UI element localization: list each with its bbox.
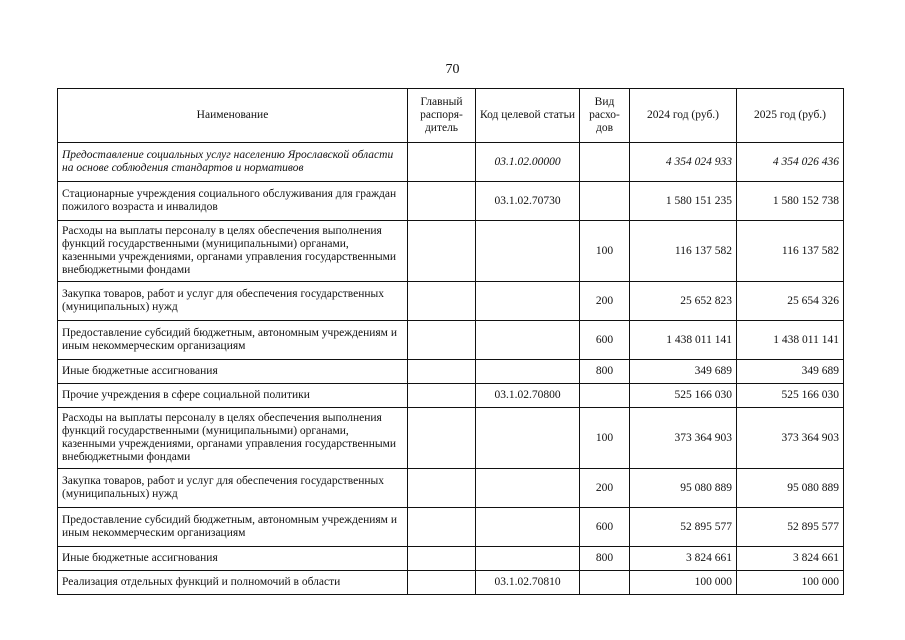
row-2024: 349 689 <box>630 360 737 384</box>
table-row <box>58 571 844 595</box>
row-code: 03.1.02.70730 <box>476 182 580 221</box>
table-row <box>58 547 844 571</box>
row-glavny <box>408 221 476 282</box>
row-glavny <box>408 384 476 408</box>
row-2025: 1 580 152 738 <box>737 182 844 221</box>
header-glavny: Главный распоря-дитель <box>408 89 476 143</box>
row-2025: 100 000 <box>737 571 844 595</box>
row-name: Реализация отдельных функций и полномочий в области <box>58 571 408 595</box>
row-glavny <box>408 547 476 571</box>
row-code: 03.1.02.00000 <box>476 143 580 182</box>
header-code: Код целевой статьи <box>476 89 580 143</box>
row-name: Закупка товаров, работ и услуг для обеспечения государственных (муниципальных) нужд <box>58 469 408 508</box>
row-glavny <box>408 571 476 595</box>
table-row <box>58 282 844 321</box>
row-code <box>476 469 580 508</box>
header-2025: 2025 год (руб.) <box>737 89 844 143</box>
header-name: Наименование <box>58 89 408 143</box>
row-name: Расходы на выплаты персоналу в целях обеспечения выполнения функций государственными (муниципальными) органами, казенными учреждениями, органами управления государственными внебюджетными фондами <box>58 408 408 469</box>
header-2024: 2024 год (руб.) <box>630 89 737 143</box>
table-row <box>58 221 844 282</box>
row-2025: 349 689 <box>737 360 844 384</box>
row-glavny <box>408 508 476 547</box>
row-2024: 1 438 011 141 <box>630 321 737 360</box>
row-2025: 52 895 577 <box>737 508 844 547</box>
row-vid: 800 <box>580 547 630 571</box>
row-vid <box>580 571 630 595</box>
row-vid: 600 <box>580 508 630 547</box>
row-name: Иные бюджетные ассигнования <box>58 360 408 384</box>
row-2024: 3 824 661 <box>630 547 737 571</box>
row-code <box>476 547 580 571</box>
row-2024: 525 166 030 <box>630 384 737 408</box>
row-name: Расходы на выплаты персоналу в целях обеспечения выполнения функций государственными (муниципальными) органами, казенными учреждениями, органами управления государственными внебюджетными фондами <box>58 221 408 282</box>
row-code: 03.1.02.70810 <box>476 571 580 595</box>
table-row <box>58 182 844 221</box>
row-glavny <box>408 182 476 221</box>
row-glavny <box>408 321 476 360</box>
row-code: 03.1.02.70800 <box>476 384 580 408</box>
row-2024: 52 895 577 <box>630 508 737 547</box>
row-glavny <box>408 282 476 321</box>
row-name: Предоставление субсидий бюджетным, автономным учреждениям и иным некоммерческим организациям <box>58 321 408 360</box>
page-number: 70 <box>445 62 460 77</box>
row-2024: 116 137 582 <box>630 221 737 282</box>
row-2025: 95 080 889 <box>737 469 844 508</box>
row-vid <box>580 384 630 408</box>
row-2025: 4 354 026 436 <box>737 143 844 182</box>
row-2024: 25 652 823 <box>630 282 737 321</box>
row-vid: 200 <box>580 469 630 508</box>
table-row <box>58 508 844 547</box>
row-code <box>476 221 580 282</box>
row-2024: 100 000 <box>630 571 737 595</box>
row-vid: 800 <box>580 360 630 384</box>
table-row <box>58 469 844 508</box>
table-row <box>58 321 844 360</box>
table-row <box>58 384 844 408</box>
row-code <box>476 321 580 360</box>
row-name: Прочие учреждения в сфере социальной политики <box>58 384 408 408</box>
row-vid: 200 <box>580 282 630 321</box>
row-name: Иные бюджетные ассигнования <box>58 547 408 571</box>
row-vid <box>580 143 630 182</box>
row-name: Закупка товаров, работ и услуг для обеспечения государственных (муниципальных) нужд <box>58 282 408 321</box>
row-name: Предоставление социальных услуг населению Ярославской области на основе соблюдения стандартов и нормативов <box>58 143 408 182</box>
row-2025: 373 364 903 <box>737 408 844 469</box>
row-vid <box>580 182 630 221</box>
row-glavny <box>408 143 476 182</box>
header-vid: Вид расхо-дов <box>580 89 630 143</box>
row-vid: 100 <box>580 408 630 469</box>
row-2025: 3 824 661 <box>737 547 844 571</box>
row-2024: 373 364 903 <box>630 408 737 469</box>
row-name: Предоставление субсидий бюджетным, автономным учреждениям и иным некоммерческим организациям <box>58 508 408 547</box>
row-vid: 100 <box>580 221 630 282</box>
table-row <box>58 360 844 384</box>
row-2025: 1 438 011 141 <box>737 321 844 360</box>
row-glavny <box>408 469 476 508</box>
row-glavny <box>408 408 476 469</box>
row-2024: 95 080 889 <box>630 469 737 508</box>
row-2025: 525 166 030 <box>737 384 844 408</box>
row-code <box>476 508 580 547</box>
row-vid: 600 <box>580 321 630 360</box>
row-2024: 1 580 151 235 <box>630 182 737 221</box>
table-row <box>58 408 844 469</box>
row-code <box>476 408 580 469</box>
table-row <box>58 143 844 182</box>
budget-table <box>57 88 844 595</box>
row-2025: 25 654 326 <box>737 282 844 321</box>
row-2025: 116 137 582 <box>737 221 844 282</box>
table-header-row <box>58 89 844 143</box>
row-glavny <box>408 360 476 384</box>
row-code <box>476 360 580 384</box>
row-name: Стационарные учреждения социального обслуживания для граждан пожилого возраста и инвалидов <box>58 182 408 221</box>
row-code <box>476 282 580 321</box>
row-2024: 4 354 024 933 <box>630 143 737 182</box>
